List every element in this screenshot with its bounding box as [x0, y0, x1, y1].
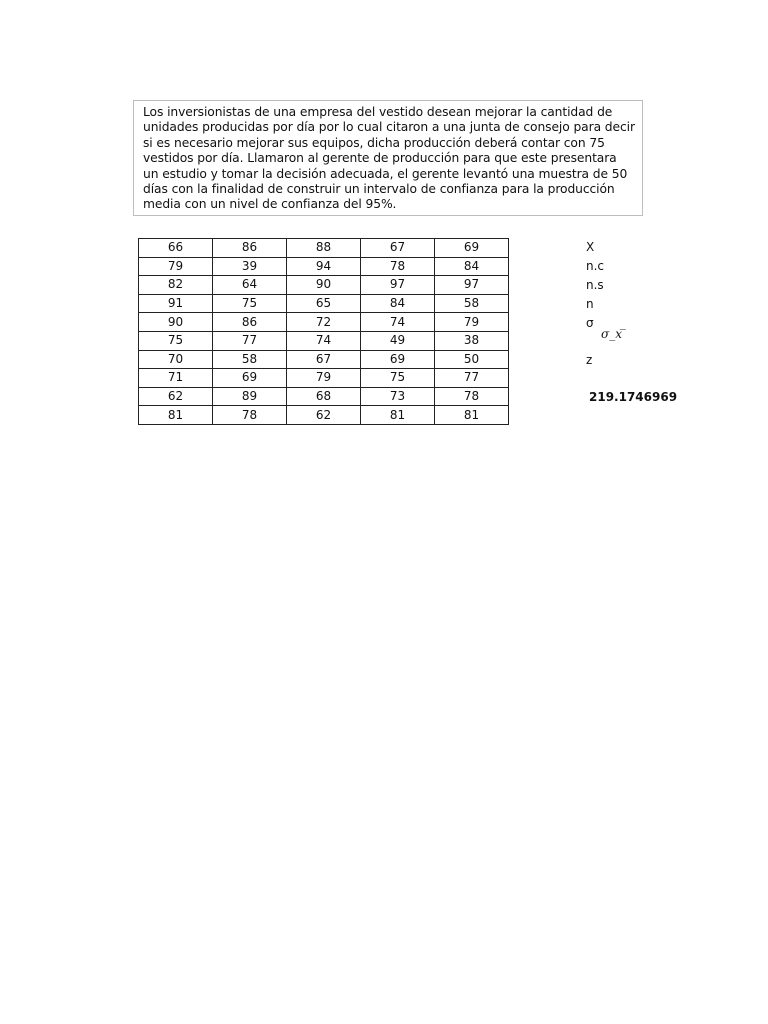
table-cell: 74: [361, 313, 435, 332]
table-cell: 75: [213, 294, 287, 313]
table-cell: 69: [361, 350, 435, 369]
significance-level-label: n.s: [586, 278, 604, 292]
confidence-level-label: n.c: [586, 259, 605, 273]
table-cell: 79: [139, 257, 213, 276]
table-row: [139, 369, 509, 388]
table-row: [139, 313, 509, 332]
table-cell: 39: [213, 257, 287, 276]
table-cell: 58: [213, 350, 287, 369]
table-cell: 73: [361, 387, 435, 406]
table-cell: 74: [287, 331, 361, 350]
result-value: 219.1746969: [589, 390, 678, 404]
table-cell: 97: [361, 276, 435, 295]
table-cell: 79: [287, 369, 361, 388]
table-cell: 82: [139, 276, 213, 295]
table-cell: 81: [361, 406, 435, 425]
table-cell: 89: [213, 387, 287, 406]
z-label: z: [586, 353, 593, 367]
x-label: X: [586, 240, 595, 254]
sample-data-table: [138, 238, 509, 425]
table-row: [139, 350, 509, 369]
table-row: [139, 294, 509, 313]
problem-statement-text: Los inversionistas de una empresa del vestido desean mejorar la cantidad de unidades producidas por día por lo cual citaron a una junta de consejo para decir si es necesario mejorar sus equipos, dicha producción deberá contar con 75 vestidos por día. Llamaron al gerente de producción para que este presentara un estudio y tomar la decisión adecuada, el gerente levantó una muestra de 50 días con la finalidad de construir un intervalo de confianza para la producción media con un nivel de confianza del 95%.: [143, 105, 635, 212]
table-cell: 64: [213, 276, 287, 295]
problem-statement-box: [133, 100, 643, 216]
table-cell: 75: [361, 369, 435, 388]
table-row: [139, 387, 509, 406]
table-cell: 86: [213, 313, 287, 332]
table-cell: 97: [435, 276, 509, 295]
table-cell: 81: [435, 406, 509, 425]
table-cell: 94: [287, 257, 361, 276]
table-row: [139, 406, 509, 425]
table-cell: 71: [139, 369, 213, 388]
table-cell: 62: [139, 387, 213, 406]
table-cell: 75: [139, 331, 213, 350]
standard-error-label: σ_x ̅: [601, 327, 626, 341]
table-cell: 67: [287, 350, 361, 369]
table-cell: 70: [139, 350, 213, 369]
table-cell: 81: [139, 406, 213, 425]
table-cell: 91: [139, 294, 213, 313]
table-cell: 79: [435, 313, 509, 332]
table-cell: 84: [361, 294, 435, 313]
table-cell: 49: [361, 331, 435, 350]
table-cell: 69: [435, 239, 509, 258]
table-cell: 78: [213, 406, 287, 425]
table-cell: 68: [287, 387, 361, 406]
table-cell: 38: [435, 331, 509, 350]
table-cell: 58: [435, 294, 509, 313]
table-cell: 65: [287, 294, 361, 313]
table-cell: 77: [213, 331, 287, 350]
sample-size-label: n: [586, 297, 594, 311]
table-cell: 67: [361, 239, 435, 258]
sample-data-table-body: [139, 239, 509, 425]
table-row: [139, 331, 509, 350]
table-cell: 84: [435, 257, 509, 276]
table-cell: 90: [139, 313, 213, 332]
sigma-label: σ: [586, 316, 594, 330]
table-row: [139, 276, 509, 295]
table-cell: 88: [287, 239, 361, 258]
table-cell: 62: [287, 406, 361, 425]
table-cell: 86: [213, 239, 287, 258]
table-cell: 90: [287, 276, 361, 295]
table-cell: 72: [287, 313, 361, 332]
table-cell: 69: [213, 369, 287, 388]
table-cell: 66: [139, 239, 213, 258]
table-row: [139, 239, 509, 258]
table-row: [139, 257, 509, 276]
table-cell: 77: [435, 369, 509, 388]
table-cell: 78: [361, 257, 435, 276]
table-cell: 50: [435, 350, 509, 369]
table-cell: 78: [435, 387, 509, 406]
